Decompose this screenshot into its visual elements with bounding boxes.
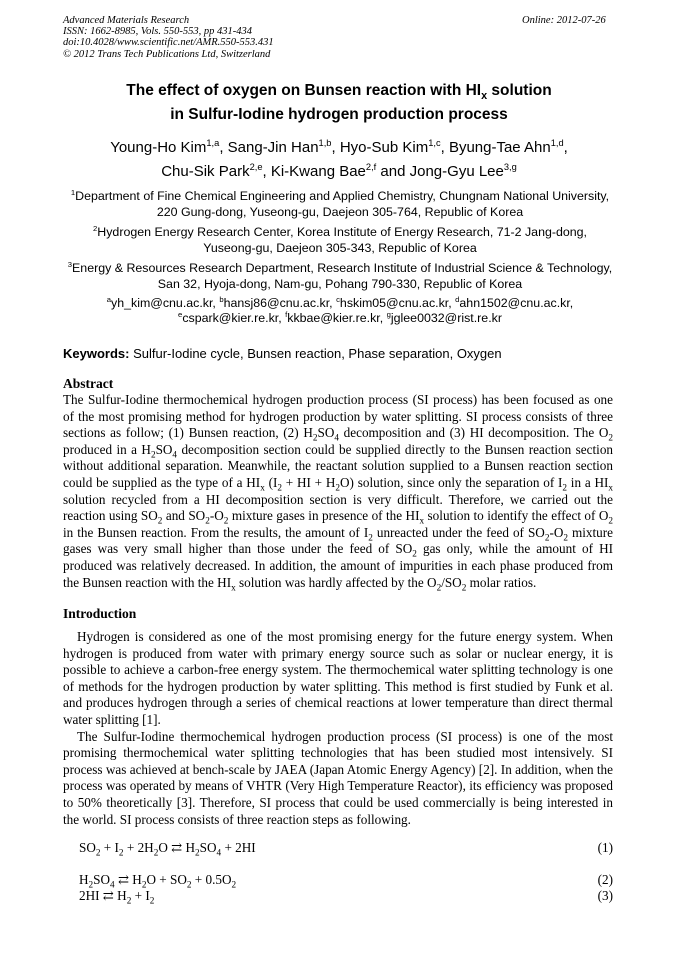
online-date: Online: 2012-07-26 <box>522 15 606 26</box>
author-emails: $^a$yh_kim@cnu.ac.kr, $^b$hansj86@cnu.ac.kr, $^c$hskim05@cnu.ac.kr, $^d$ahn1502@cnu.ac.kr, $^e$cspark@kier.re.kr, $^f$kkbae@kier.re.kr, $^g$jglee0032@rist.re.kr <box>106 294 574 325</box>
issn-line: ISSN: 1662-8985, Vols. 550-553, pp 431-434 <box>63 26 252 38</box>
journal-name: Advanced Materials Research <box>63 15 190 26</box>
keywords-text: Sulfur-Iodine cycle, Bunsen reaction, Phase separation, Oxygen <box>129 346 502 361</box>
email-link[interactable]: kkbae@kier.re.kr, <box>287 311 384 325</box>
doi-line: doi:10.4028/www.scientific.net/AMR.550-553.431 <box>63 37 274 49</box>
affiliation-2: $^2$Hydrogen Energy Research Center, Korea Institute of Energy Research, 71-2 Jang-dong, Yuseong-gu, Daejeon 305-343, Republic of Korea <box>93 223 587 255</box>
copyright-line: © 2012 Trans Tech Publications Ltd, Switzerland <box>63 48 271 60</box>
author-line1: Young-Ho Kim$^{1,a}$, Sang-Jin Han$^{1,b}$, Hyo-Sub Kim$^{1,c}$, Byung-Tae Ahn$^{1,d}$, <box>110 138 568 156</box>
email-link[interactable]: hansj86@cnu.ac.kr, <box>223 296 333 310</box>
paper-title-line2: in Sulfur-Iodine hydrogen production process <box>170 106 508 123</box>
author-name: Young-Ho Kim <box>110 139 207 156</box>
equation-number: (1) <box>597 840 613 855</box>
equation-3: 2HI ⇄ $H_2 + I_2$ (3) <box>79 888 613 906</box>
equation-2: $H_2SO_4$ ⇄ $H_2O + SO_2 + 0.5O_2$ (2) <box>79 872 613 890</box>
abstract-heading: Abstract <box>63 376 114 391</box>
email-link[interactable]: yh_kim@cnu.ac.kr, <box>111 296 216 310</box>
author-name: Chu-Sik Park <box>161 163 250 180</box>
email-link[interactable]: jglee0032@rist.re.kr <box>390 311 502 325</box>
abstract-body: The Sulfur-Iodine thermochemical hydrogen production process (SI process) has been focused as one of the most promising method for hydrogen production by water splitting. SI process consists of three sections as follow; (1) Bunsen reaction, (2) $H_2SO_4$ decomposition and (3) HI decomposition. The $O_2$ produced in a $H_2SO_4$ decomposition section could be supplied directly to the Bunsen reaction section without additional separation. Meanwhile, the reactant solution supplied to a Bunsen reaction section could be supplied as the type of a $HI_x$ ($I_2$ + HI + $H_2O$) solution, since only the separation of $I_2$ in a $HI_x$ solution recycled from a HI decomposition section is very difficult. Therefore, we carried out the reaction using $SO_2$ and $SO_2-O_2$ mixture gases in presence of the $HI_x$ solution to identify the effect of $O_2$ in the Bunsen reaction. From the results, the amount of $I_2$ unreacted under the feed of $SO_2-O_2$ mixture gases was very small higher than those under the feed of $SO_2$ gas only, while the amount of HI produced was relatively decreased. In addition, the amount of impurities in each phase produced from the Bunsen reaction with the $HI_x$ solution was hardly affected by the $O_2/SO_2$ molar ratios. <box>63 392 614 593</box>
keywords-line <box>63 346 502 361</box>
affiliation-3: $^3$Energy & Resources Research Department, Research Institute of Industrial Science & Technology, San 32, Hyoja-dong, Nam-gu, Pohang 790-330, Republic of Korea <box>67 259 613 291</box>
intro-paragraph-1: Hydrogen is considered as one of the most promising energy for the future energy system. When hydrogen is produced from water with primary energy source such as solar or nuclear energy, it is possible to achieve a carbon-free energy system. The thermochemical water splitting technology is one of methods for the hydrogen production by water splitting. This method is first studied by Funk et al. and produces hydrogen through a series of chemical reactions at lower temperature than direct thermal water splitting [1]. <box>63 629 613 727</box>
author-name: Ki-Kwang Bae <box>270 163 366 180</box>
author-name: Byung-Tae Ahn <box>448 139 551 156</box>
email-link[interactable]: cspark@kier.re.kr, <box>182 311 282 325</box>
author-name: Jong-Gyu Lee <box>409 163 504 180</box>
author-name: Hyo-Sub Kim <box>339 139 429 156</box>
equation-number: (3) <box>597 888 613 903</box>
equation-1: $SO_2 + I_2 + 2H_2O$ ⇄ $H_2SO_4 + 2HI$ (1) <box>79 840 613 858</box>
intro-paragraph-2: The Sulfur-Iodine thermochemical hydrogen production process (SI process) is one of the most promising thermochemical water splitting technologies that has been studied most intensively. SI process was achieved at bench-scale by JAEA (Japan Atomic Energy Agency) [2]. In addition, when the process was operated by means of VHTR (Very High Temperature Reactor), its efficiency was proposed to 50% theoretically [3]. Therefore, SI process that could be used commercially is being interested in the world. SI process consists of three reaction steps as following. <box>63 728 613 827</box>
equation-number: (2) <box>597 872 613 887</box>
author-line2: Chu-Sik Park$^{2,e}$, Ki-Kwang Bae$^{2,f}$ and Jong-Gyu Lee$^{3,g}$ <box>161 162 517 180</box>
introduction-body <box>63 629 613 828</box>
paper-title-line1: The effect of oxygen on Bunsen reaction with $HI_x$ solution <box>126 82 552 103</box>
email-link[interactable]: ahn1502@cnu.ac.kr, <box>459 296 574 310</box>
email-link[interactable]: hskim05@cnu.ac.kr, <box>339 296 452 310</box>
introduction-heading: Introduction <box>63 606 137 621</box>
keywords-label: Keywords: <box>63 346 130 361</box>
journal-header <box>63 15 274 60</box>
affiliation-1: $^1$Department of Fine Chemical Engineering and Applied Chemistry, Chungnam National University, 220 Gung-dong, Yuseong-gu, Daejeon 305-764, Republic of Korea <box>70 187 610 219</box>
author-name: Sang-Jin Han <box>227 139 319 156</box>
